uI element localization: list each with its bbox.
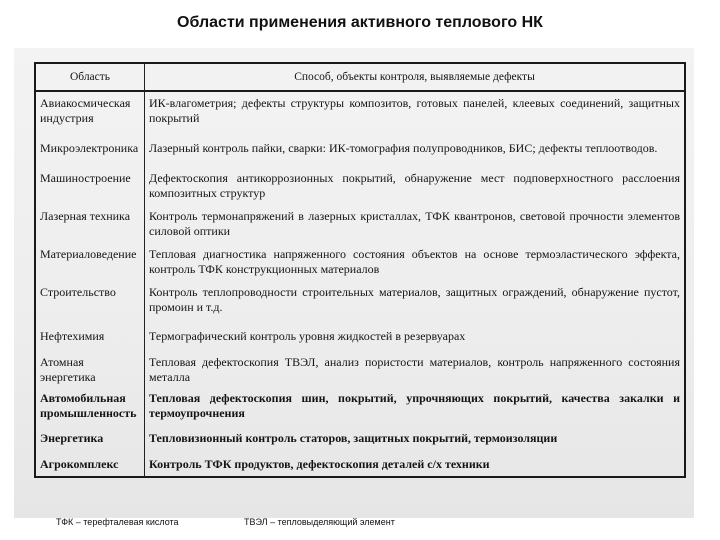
table-row (35, 167, 685, 205)
page-title: Области применения активного теплового НК (177, 14, 543, 31)
table-row (35, 427, 685, 453)
desc-cell: Термографический контроль уровня жидкостей в резервуарах (149, 329, 466, 343)
area-cell: Машиностроение (35, 167, 145, 205)
desc-cell: ИК-влагометрия; дефекты структуры композитов, готовых панелей, клеевых соединений, защитных покрытий (149, 96, 680, 125)
header-area: Область (35, 63, 145, 91)
table-row (35, 387, 685, 427)
desc-cell: Контроль теплопроводности строительных материалов, защитных ограждений, обнаружение пустот, промоин и т.д. (149, 285, 680, 314)
desc-cell: Тепловая дефектоскопия ТВЭЛ, анализ пористости материалов, контроль напряженного состояния металла (149, 355, 680, 384)
desc-cell: Лазерный контроль пайки, сварки: ИК-томография полупроводников, БИС; дефекты теплоотводов. (149, 141, 658, 155)
area-cell: Материаловедение (35, 243, 145, 281)
desc-cell: Дефектоскопия антикоррозионных покрытий, обнаружение мест подповерхностного расслоения композитных структур (149, 171, 680, 200)
table-row (35, 205, 685, 243)
area-cell: Автомобильная промышленность (35, 387, 145, 427)
desc-cell: Тепловая диагностика напряженного состояния объектов на основе термоэластического эффекта, контроль ТФК конструкционных материалов (149, 247, 680, 276)
header-method: Способ, объекты контроля, выявляемые дефекты (145, 63, 686, 91)
table-header-row (35, 63, 685, 91)
area-cell: Авиакосмическая индустрия (35, 91, 145, 137)
desc-cell: Тепловая дефектоскопия шин, покрытий, упрочняющих покрытий, качества закалки и термоупрочнения (149, 391, 680, 420)
area-cell: Нефтехимия (35, 325, 145, 351)
table-row (35, 453, 685, 477)
footnote-tfk: ТФК – терефталевая кислота (56, 517, 179, 527)
table-row (35, 243, 685, 281)
table-row (35, 281, 685, 325)
table-row (35, 325, 685, 351)
area-cell: Атомная энергетика (35, 351, 145, 387)
table-row (35, 351, 685, 387)
area-cell: Лазерная техника (35, 205, 145, 243)
area-cell: Микроэлектроника (35, 137, 145, 167)
desc-cell: Контроль ТФК продуктов, дефектоскопия деталей с/х техники (149, 457, 490, 471)
desc-cell: Тепловизионный контроль статоров, защитных покрытий, термоизоляции (149, 431, 558, 445)
area-cell: Агрокомплекс (35, 453, 145, 477)
table-row (35, 137, 685, 167)
desc-cell: Контроль термонапряжений в лазерных кристаллах, ТФК квантронов, световой прочности элементов силовой оптики (149, 209, 680, 238)
applications-table (34, 62, 686, 478)
table-row (35, 91, 685, 137)
area-cell: Энергетика (35, 427, 145, 453)
area-cell: Строительство (35, 281, 145, 325)
footnote-tvel: ТВЭЛ – тепловыделяющий элемент (244, 517, 395, 527)
